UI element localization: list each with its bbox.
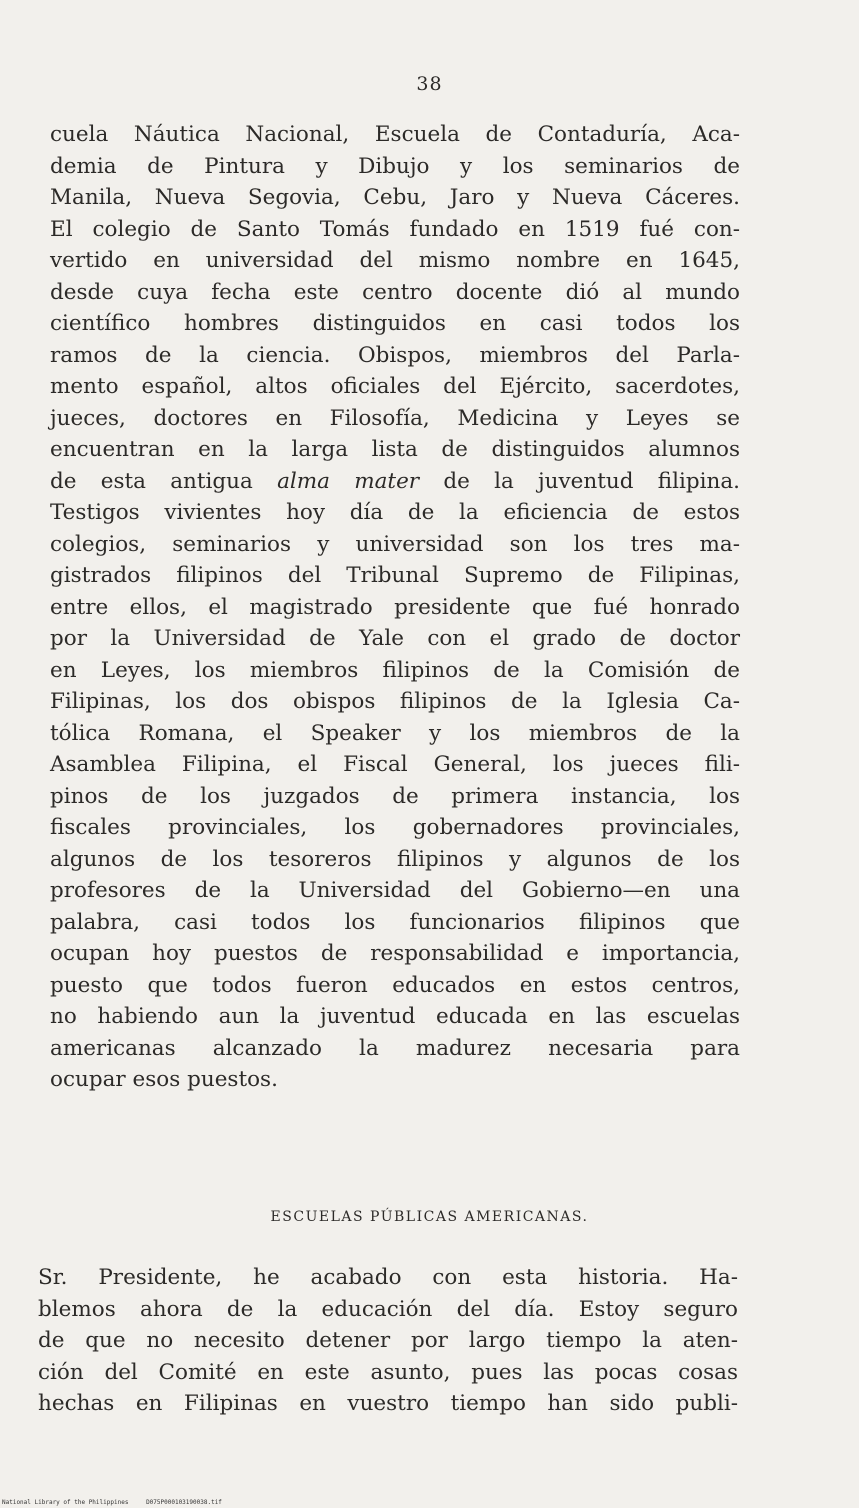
text-line: fiscales provinciales, los gobernadores provinciales, bbox=[50, 815, 740, 840]
text-line: tólica Romana, el Speaker y los miembros de la bbox=[50, 720, 740, 746]
text-line: Manila, Nueva Segovia, Cebu, Jaro y Nueva Cáceres. bbox=[50, 185, 740, 210]
text-line: no habiendo aun la juventud educada en las escuelas bbox=[50, 1004, 740, 1029]
text-line: demia de Pintura y Dibujo y los seminarios de bbox=[50, 153, 740, 179]
body-text bbox=[50, 119, 740, 1096]
scan-footer bbox=[2, 1499, 222, 1506]
text-line: palabra, casi todos los funcionarios filipinos que bbox=[50, 909, 740, 935]
text-line: Sr. Presidente, he acabado con esta historia. Ha- bbox=[38, 1265, 738, 1290]
text-line: cuela Náutica Nacional, Escuela de Contaduría, Aca- bbox=[50, 122, 740, 147]
text-line: puesto que todos fueron educados en estos centros, bbox=[50, 972, 740, 998]
footer-file: D075P000103190038.tif bbox=[146, 1499, 222, 1506]
text-line: colegios, seminarios y universidad son los tres ma- bbox=[50, 531, 740, 557]
text-line: ramos de la ciencia. Obispos, miembros del Parla- bbox=[50, 342, 740, 368]
text-line: ción del Comité en este asunto, pues las pocas cosas bbox=[38, 1359, 738, 1385]
text-line: por la Universidad de Yale con el grado de doctor bbox=[50, 626, 740, 651]
italic-phrase: alma mater bbox=[277, 468, 420, 494]
text-line: pinos de los juzgados de primera instancia, los bbox=[50, 783, 740, 809]
text-line: mento español, altos oficiales del Ejército, sacerdotes, bbox=[50, 374, 740, 399]
section-text bbox=[38, 1262, 738, 1420]
text-line: profesores de la Universidad del Gobierno—en una bbox=[50, 878, 740, 903]
text-line: americanas alcanzado la madurez necesaria para bbox=[50, 1035, 740, 1061]
text-line: entre ellos, el magistrado presidente que fué honrado bbox=[50, 594, 740, 620]
text-line: científico hombres distinguidos en casi todos los bbox=[50, 311, 740, 336]
text-line-with-italic bbox=[50, 466, 740, 498]
text-line: ocupan hoy puestos de responsabilidad e importancia, bbox=[50, 941, 740, 966]
text-line: algunos de los tesoreros filipinos y algunos de los bbox=[50, 846, 740, 872]
text-line: Asamblea Filipina, el Fiscal General, los jueces fili- bbox=[50, 752, 740, 777]
text-line: Filipinas, los dos obispos filipinos de la Iglesia Ca- bbox=[50, 689, 740, 714]
text-line: desde cuya fecha este centro docente dió al mundo bbox=[50, 279, 740, 305]
text-line: de que no necesito detener por largo tiempo la aten- bbox=[38, 1328, 738, 1353]
footer-library: National Library of the Philippines bbox=[2, 1499, 129, 1506]
text-line: jueces, doctores en Filosofía, Medicina y Leyes se bbox=[50, 405, 740, 431]
text-line: gistrados filipinos del Tribunal Supremo de Filipinas, bbox=[50, 563, 740, 588]
text-line: ocupar esos puestos. bbox=[50, 1067, 278, 1092]
text-line: en Leyes, los miembros filipinos de la Comisión de bbox=[50, 657, 740, 683]
text-line: hechas en Filipinas en vuestro tiempo han sido publi- bbox=[38, 1391, 738, 1416]
text-line: vertido en universidad del mismo nombre en 1645, bbox=[50, 248, 740, 273]
text-line: blemos ahora de la educación del día. Estoy seguro bbox=[38, 1296, 738, 1322]
text-segment: de esta antigua bbox=[50, 468, 278, 494]
text-line: Testigos vivientes hoy día de la eficiencia de estos bbox=[50, 500, 740, 525]
text-line: encuentran en la larga lista de distinguidos alumnos bbox=[50, 437, 740, 462]
text-line: El colegio de Santo Tomás fundado en 1519 fué con- bbox=[50, 216, 740, 242]
page-number: 38 bbox=[416, 73, 443, 95]
section-heading: ESCUELAS PÚBLICAS AMERICANAS. bbox=[270, 1209, 589, 1225]
text-segment: de la juventud filipina. bbox=[419, 468, 740, 494]
